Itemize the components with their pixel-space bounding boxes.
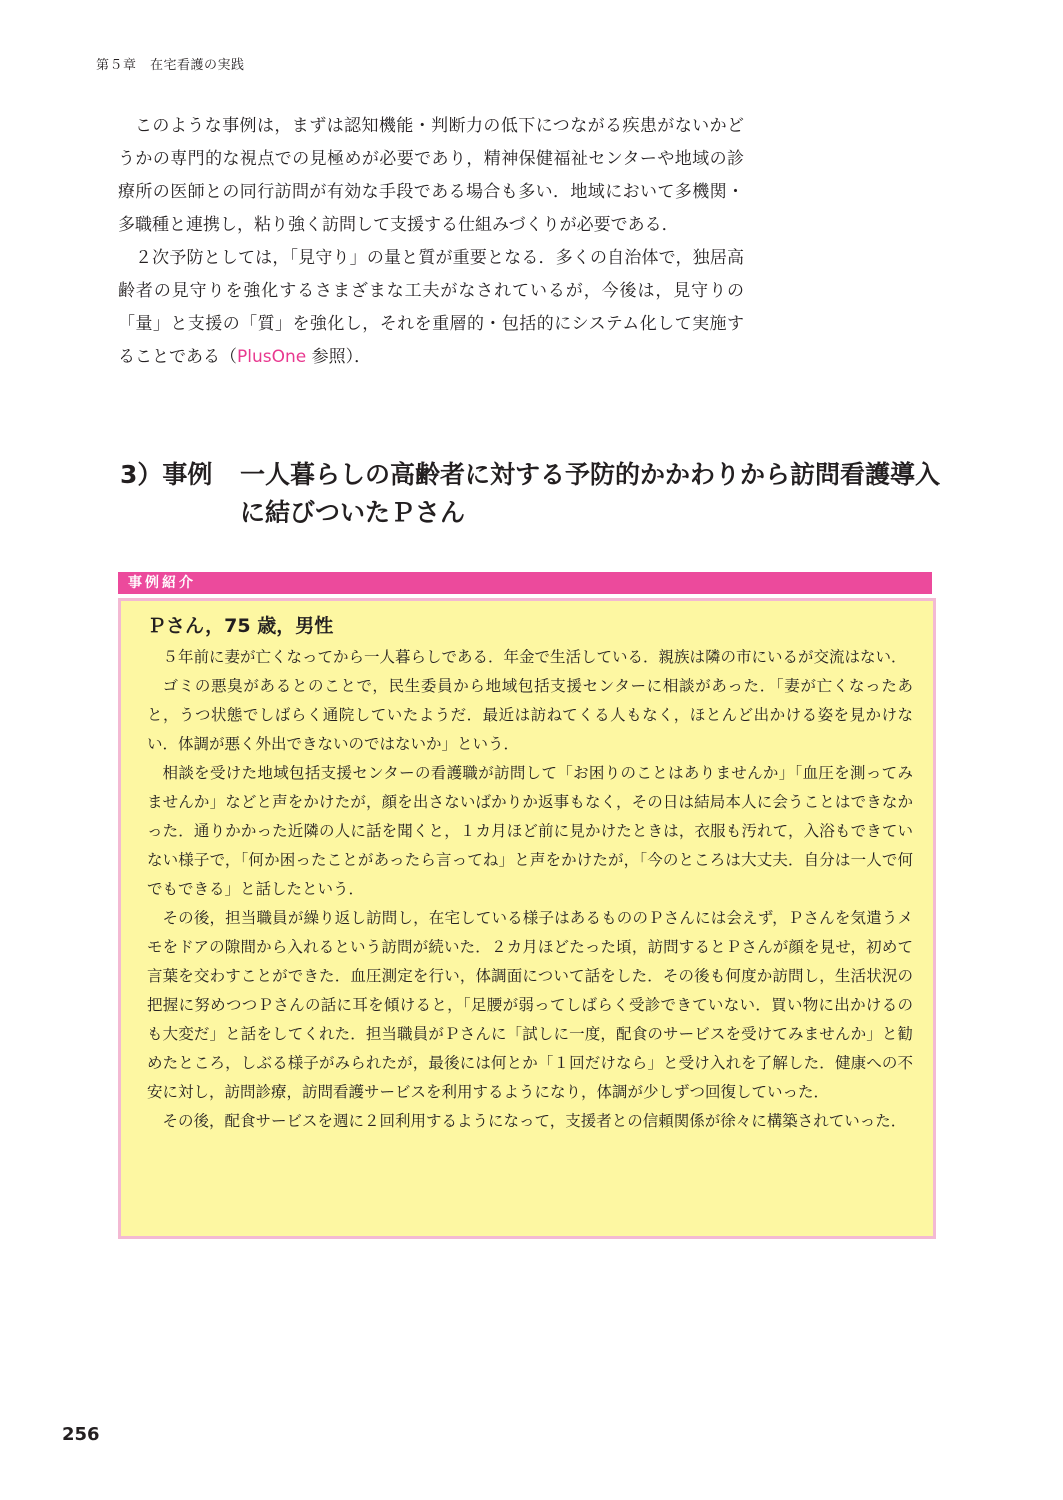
page-number: 256: [62, 1424, 100, 1445]
case-box: [118, 598, 936, 1239]
intro-p2-after: 参照）．: [311, 347, 372, 367]
intro-paragraph-2: [118, 242, 744, 374]
section-number: 3）事例: [120, 460, 213, 489]
intro-paragraph-1: このような事例は，まずは認知機能・判断力の低下につながる疾患がないかどうかの専門的な視点での見極めが必要であり，精神保健福祉センターや地域の診療所の医師との同行訪問が有効な手段である場合も多い．地域において多機関・多職種と連携し，粘り強く訪問して支援する仕組みづくりが必要である．: [118, 116, 744, 235]
case-subject: Ｐさん，75 歳，男性: [147, 615, 334, 637]
intro-p2-before: ２次予防としては，「見守り」の量と質が重要となる．多くの自治体で，独居高齢者の見守りを強化するさまざまな工夫がなされているが，今後は，見守りの「量」と支援の「質」を強化し，それを重層的・包括的にシステム化して実施することである（: [118, 248, 744, 367]
case-paragraph: ５年前に妻が亡くなってから一人暮らしである．年金で生活している．親族は隣の市にいるが交流はない．: [162, 648, 907, 666]
section-heading: [120, 456, 950, 532]
intro-text: [118, 110, 744, 374]
plusone-link[interactable]: PlusOne: [237, 347, 307, 367]
case-paragraph: その後，配食サービスを週に２回利用するようになって，支援者との信頼関係が徐々に構築されていった．: [162, 1112, 907, 1130]
case-paragraph: その後，担当職員が繰り返し訪問し，在宅している様子はあるもののＰさんには会えず，Ｐさんを気遣うメモをドアの隙間から入れるという訪問が続いた．２カ月ほどたった頃，訪問するとＰさんが顔を見せ，初めて言葉を交わすことができた．血圧測定を行い，体調面について話をした．その後も何度か訪問し，生活状況の把握に努めつつＰさんの話に耳を傾けると，「足腰が弱ってしばらく受診できていない．買い物に出かけるのも大変だ」と話をしてくれた．担当職員がＰさんに「試しに一度，配食のサービスを受けてみませんか」と勧めたところ，しぶる様子がみられたが，最後には何とか「１回だけなら」と受け入れを了解した．健康への不安に対し，訪問診療，訪問看護サービスを利用するようになり，体調が少しずつ回復していった．: [147, 909, 913, 1101]
case-paragraph: ゴミの悪臭があるとのことで，民生委員から地域包括支援センターに相談があった．「妻が亡くなったあと，うつ状態でしばらく通院していたようだ．最近は訪ねてくる人もなく，ほとんど出かける姿を見かけない．体調が悪く外出できないのではないか」という．: [147, 677, 913, 753]
case-label-band: 事例紹介: [118, 572, 932, 594]
section-title: 一人暮らしの高齢者に対する予防的かかわりから訪問看護導入に結びついたＰさん: [240, 460, 941, 527]
case-paragraph: 相談を受けた地域包括支援センターの看護職が訪問して「お困りのことはありませんか」「血圧を測ってみませんか」などと声をかけたが，顔を出さないばかりか返事もなく，その日は結局本人に会うことはできなかった．通りかかった近隣の人に話を聞くと，１カ月ほど前に見かけたときは，衣服も汚れて，入浴もできていない様子で，「何か困ったことがあったら言ってね」と声をかけたが，「今のところは大丈夫．自分は一人で何でもできる」と話したという．: [147, 764, 913, 898]
running-head: 第５章 在宅看護の実践: [96, 58, 245, 73]
case-text: [147, 643, 913, 1136]
